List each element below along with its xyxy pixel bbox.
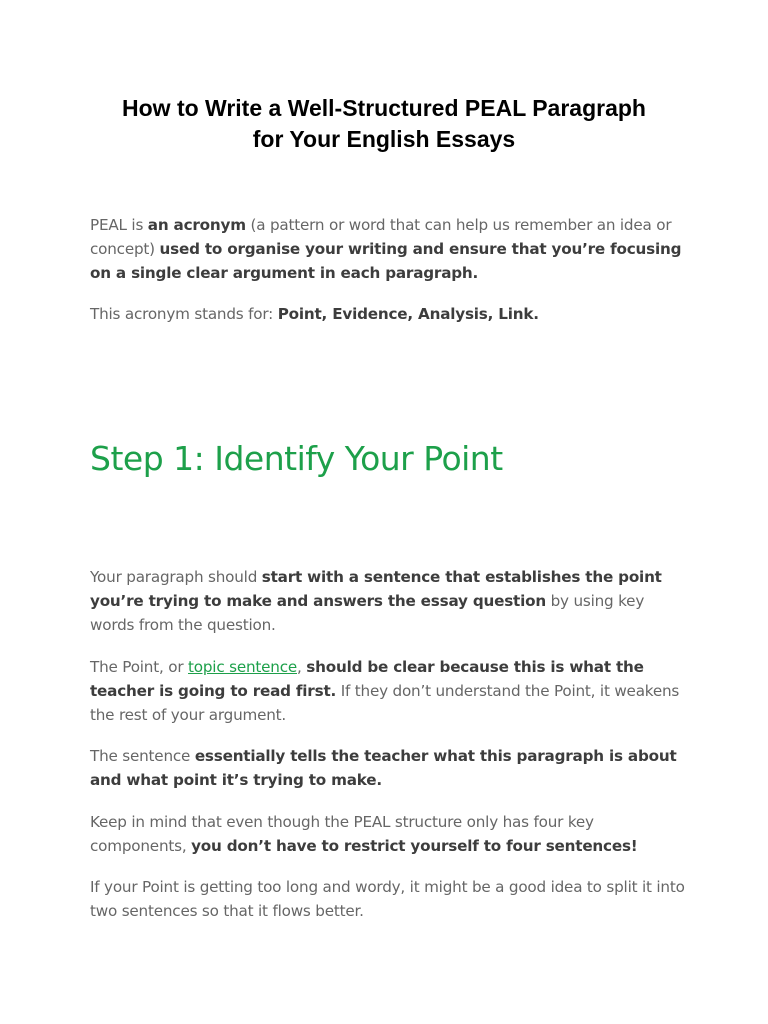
step1-paragraph-start [90,565,690,637]
text-run: , [297,658,307,676]
bold-run: essentially tells the teacher what this paragraph is about and what point it’s trying to make. [90,747,677,789]
text-run: by using key words from the question. [90,592,645,634]
text-run: (a pattern or word that can help us remember an idea or concept) [90,216,672,258]
bold-run: an acronym [147,216,246,234]
topic-sentence-link[interactable]: topic sentence [188,658,298,676]
text-run: Your paragraph should [90,568,262,586]
text-run: The Point, or [90,658,189,676]
bold-run: should be clear because this is what the teacher is going to read first. [90,658,644,700]
page-title [60,93,708,155]
bold-run: Point, Evidence, Analysis, Link. [277,305,539,323]
step1-paragraph-topic-sentence [90,655,690,727]
text-run: If your Point is getting too long and wordy, it might be a good idea to split it into two sentences so that it flows better. [90,878,685,920]
step1-paragraph-components [90,810,690,858]
step1-paragraph-split [90,875,690,923]
bold-run: you don’t have to restrict yourself to four sentences! [191,837,638,855]
bold-run: used to organise your writing and ensure that you’re focusing on a single clear argument in each paragraph. [90,240,682,282]
text-run: If they don’t understand the Point, it weakens the rest of your argument. [90,682,680,724]
text-run: The sentence [90,747,195,765]
text-run: PEAL is [90,216,148,234]
text-run: This acronym stands for: [90,305,278,323]
intro-paragraph-acronym [90,213,690,285]
title-line-2: for Your English Essays [252,126,516,152]
title-line-1: How to Write a Well-Structured PEAL Paragraph [122,95,646,121]
step-1-heading: Step 1: Identify Your Point [90,439,503,478]
text-run: Keep in mind that even though the PEAL structure only has four key components, [90,813,594,855]
intro-paragraph-stands-for [90,302,690,326]
bold-run: start with a sentence that establishes the point you’re trying to make and answers the essay question [90,568,662,610]
step1-paragraph-sentence [90,744,690,792]
